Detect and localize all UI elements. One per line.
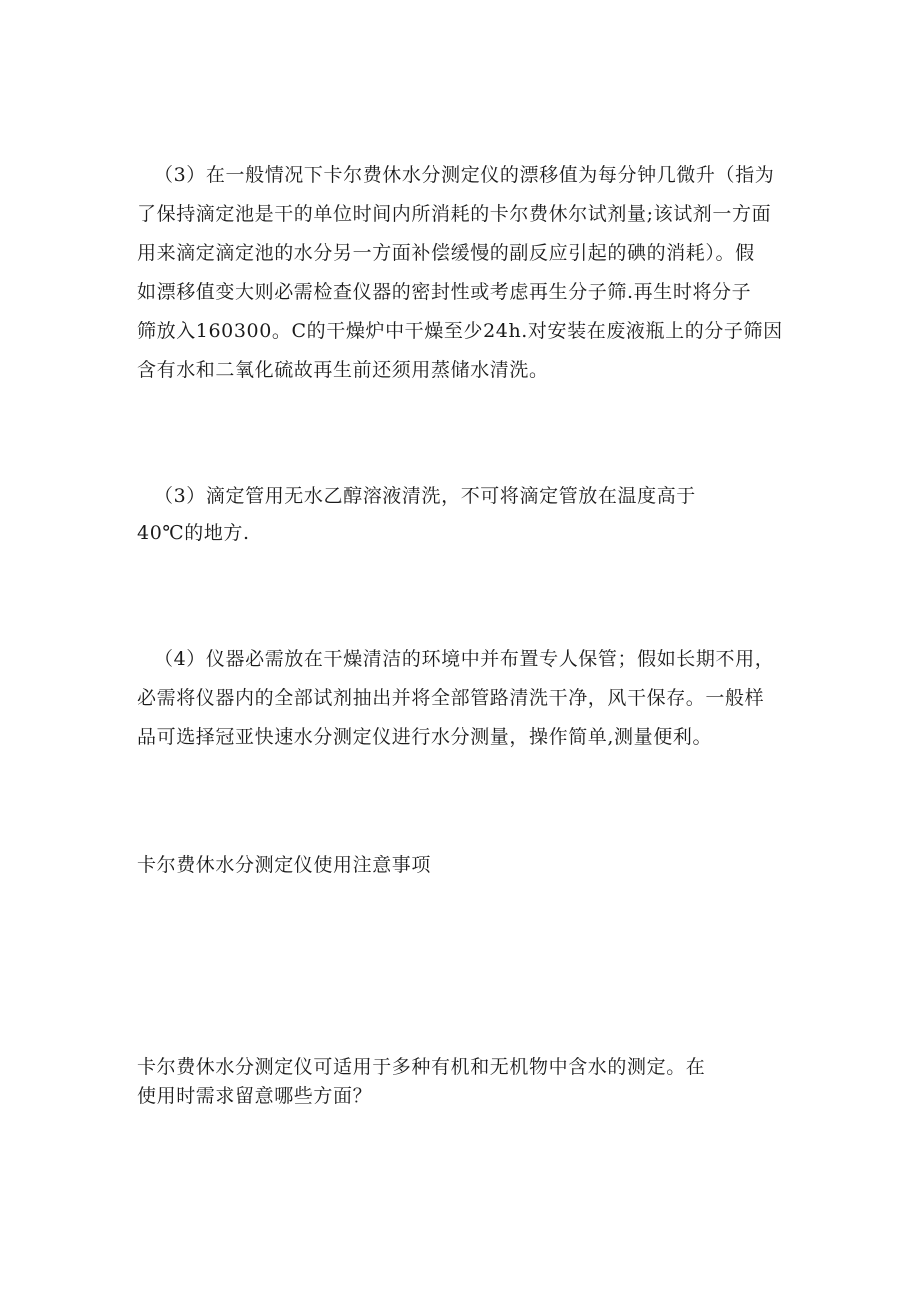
text-line: 用来滴定滴定池的水分另一方面补偿缓慢的副反应引起的碘的消耗）。假: [137, 242, 755, 264]
text-line: 40℃的地方.: [137, 522, 250, 544]
heading-text: 卡尔费休水分测定仪使用注意事项: [137, 854, 432, 876]
section-heading: [137, 849, 797, 888]
paragraph-drift-value: [137, 159, 797, 393]
text-line: 品可选择冠亚快速水分测定仪进行水分测量，操作简单,测量便利。: [137, 726, 713, 748]
text-line: 必需将仪器内的全部试剂抽出并将全部管路清洗干净，风干保存。一般样: [137, 687, 765, 709]
paragraph-introduction: [137, 1053, 797, 1111]
text-line: 使用时需求留意哪些方面？: [137, 1085, 373, 1107]
text-line: 筛放入160300。C的干燥炉中干燥至少24h.对安装在废液瓶上的分子筛因: [137, 320, 783, 342]
text-line: （4）仪器必需放在干燥清洁的环境中并布置专人保管；假如长期不用，: [154, 648, 775, 670]
text-line: 卡尔费休水分测定仪可适用于多种有机和无机物中含水的测定。在: [137, 1056, 706, 1078]
text-line: 了保持滴定池是干的单位时间内所消耗的卡尔费休尔试剂量;该试剂一方面: [137, 203, 772, 225]
text-line: 如漂移值变大则必需检查仪器的密封性或考虑再生分子筛.再生时将分子: [137, 281, 752, 303]
text-line: 含有水和二氧化硫故再生前还须用蒸储水清洗。: [137, 359, 549, 381]
text-line: （3）滴定管用无水乙醇溶液清洗，不可将滴定管放在温度高于: [154, 485, 696, 507]
paragraph-instrument-storage: [137, 643, 797, 760]
paragraph-burette-cleaning: [137, 480, 797, 554]
text-line: （3）在一般情况下卡尔费休水分测定仪的漂移值为每分钟几微升（指为: [154, 164, 775, 186]
